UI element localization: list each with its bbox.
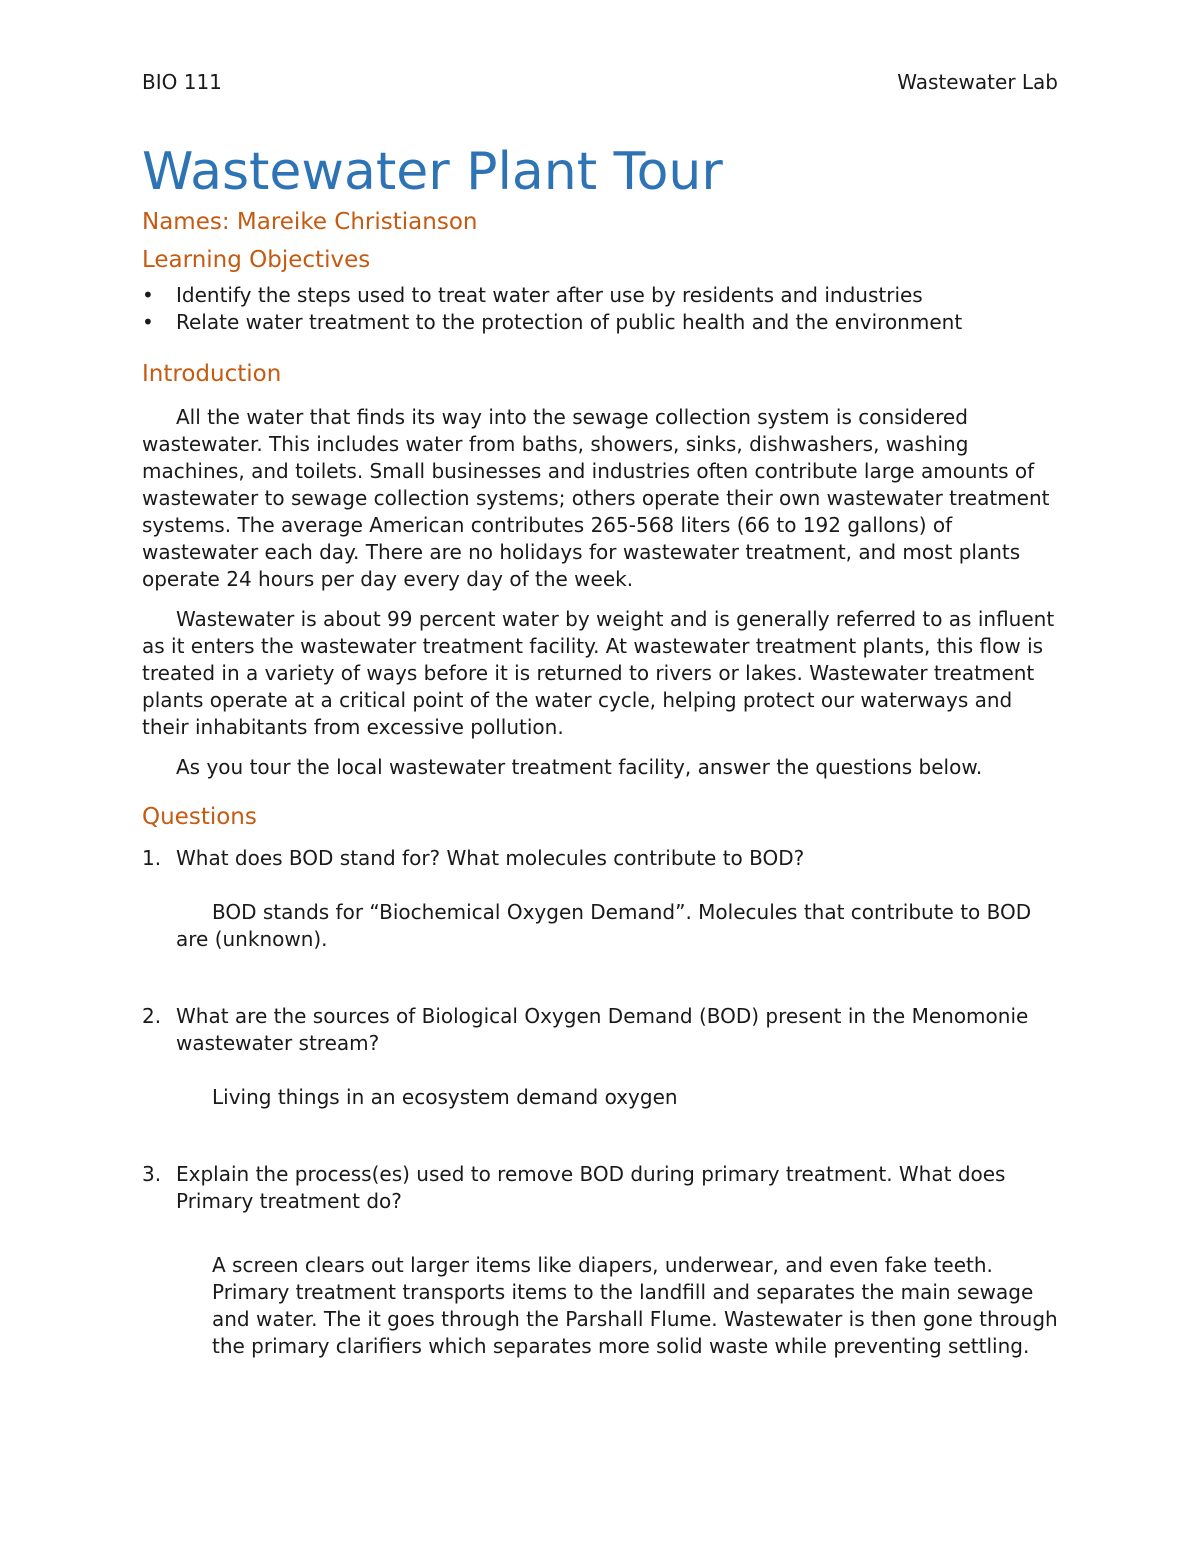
question-item bbox=[142, 1161, 1058, 1215]
document-title: Wastewater Plant Tour bbox=[142, 142, 723, 202]
question-text: Explain the process(es) used to remove BOD during primary treatment. What does Primary treatment do? bbox=[176, 1162, 1006, 1213]
objectives-heading: Learning Objectives bbox=[142, 247, 371, 273]
question-item bbox=[142, 845, 1058, 872]
question-item bbox=[142, 1003, 1058, 1057]
answer-text: A screen clears out larger items like diapers, underwear, and even fake teeth. Primary treatment transports items to the landfill and separates the main sewage and water. The it goes through the Parshall Flume. Wastewater is then gone through the primary clarifiers which separates more solid waste while preventing settling. bbox=[212, 1253, 1058, 1358]
answer-text: BOD stands for “Biochemical Oxygen Demand”. Molecules that contribute to BOD are (unknown). bbox=[176, 900, 1032, 951]
introduction-heading: Introduction bbox=[142, 361, 282, 387]
document-body bbox=[142, 140, 1058, 1360]
question-number: 3. bbox=[142, 1162, 162, 1186]
intro-paragraph: Wastewater is about 99 percent water by weight and is generally referred to as influent as it enters the wastewater treatment facility. At wastewater treatment plants, this flow is treated in a variety of ways before it is returned to rivers or lakes. Wastewater treatment plants operate at a critical point of the water cycle, helping protect our waterways and their inhabitants from excessive pollution. bbox=[142, 607, 1055, 739]
objective-text: Relate water treatment to the protection of public health and the environment bbox=[176, 310, 963, 334]
intro-paragraph: All the water that finds its way into the sewage collection system is considered wastewater. This includes water from baths, showers, sinks, dishwashers, washing machines, and toilets. Small businesses and industries often contribute large amounts of wastewater to sewage collection systems; others operate their own wastewater treatment systems. The average American contributes 265-568 liters (66 to 192 gallons) of wastewater each day. There are no holidays for wastewater treatment, and most plants operate 24 hours per day every day of the week. bbox=[142, 405, 1050, 591]
question-number: 1. bbox=[142, 846, 162, 870]
objective-text: Identify the steps used to treat water after use by residents and industries bbox=[176, 283, 923, 307]
objective-item bbox=[142, 282, 1058, 309]
question-number: 2. bbox=[142, 1004, 162, 1028]
questions-heading: Questions bbox=[142, 804, 257, 830]
question-text: What does BOD stand for? What molecules contribute to BOD? bbox=[176, 846, 805, 870]
objectives-list bbox=[142, 282, 1058, 336]
intro-paragraph: As you tour the local wastewater treatment facility, answer the questions below. bbox=[176, 755, 983, 779]
objective-item bbox=[142, 309, 1058, 336]
question-text: What are the sources of Biological Oxygen Demand (BOD) present in the Menomonie wastewater stream? bbox=[176, 1004, 1029, 1055]
header-lab-title: Wastewater Lab bbox=[897, 70, 1058, 94]
answer-text: Living things in an ecosystem demand oxygen bbox=[212, 1085, 678, 1109]
bullet-icon: • bbox=[142, 283, 154, 307]
page-header bbox=[142, 70, 1058, 98]
bullet-icon: • bbox=[142, 310, 154, 334]
student-names: Names: Mareike Christianson bbox=[142, 209, 478, 235]
header-course: BIO 111 bbox=[142, 70, 222, 94]
